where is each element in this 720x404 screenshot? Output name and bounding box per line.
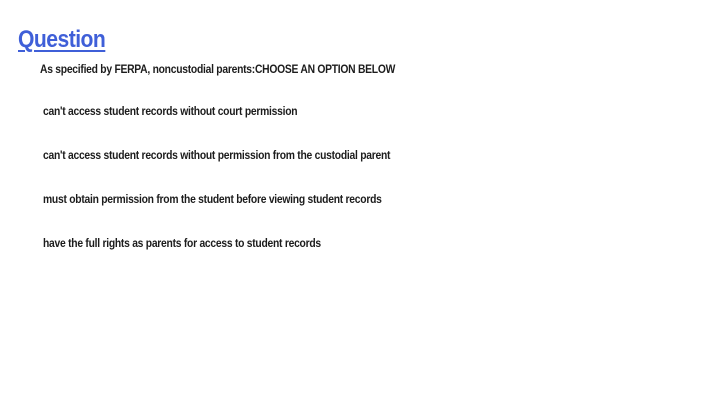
answer-option-3[interactable] <box>43 192 447 236</box>
answer-option-4[interactable] <box>43 236 447 280</box>
question-prompt: As specified by FERPA, noncustodial parents:CHOOSE AN OPTION BELOW <box>40 62 396 76</box>
answer-option-2-label: can't access student records without permission from the custodial parent <box>43 148 391 162</box>
answer-option-4-label: have the full rights as parents for access to student records <box>43 236 321 250</box>
answer-option-2[interactable] <box>43 148 447 192</box>
answer-option-1[interactable] <box>43 104 447 148</box>
question-heading: Question <box>18 26 106 53</box>
answer-option-1-label: can't access student records without court permission <box>43 104 298 118</box>
answer-option-3-label: must obtain permission from the student before viewing student records <box>43 192 382 206</box>
answer-options-list <box>43 104 447 280</box>
